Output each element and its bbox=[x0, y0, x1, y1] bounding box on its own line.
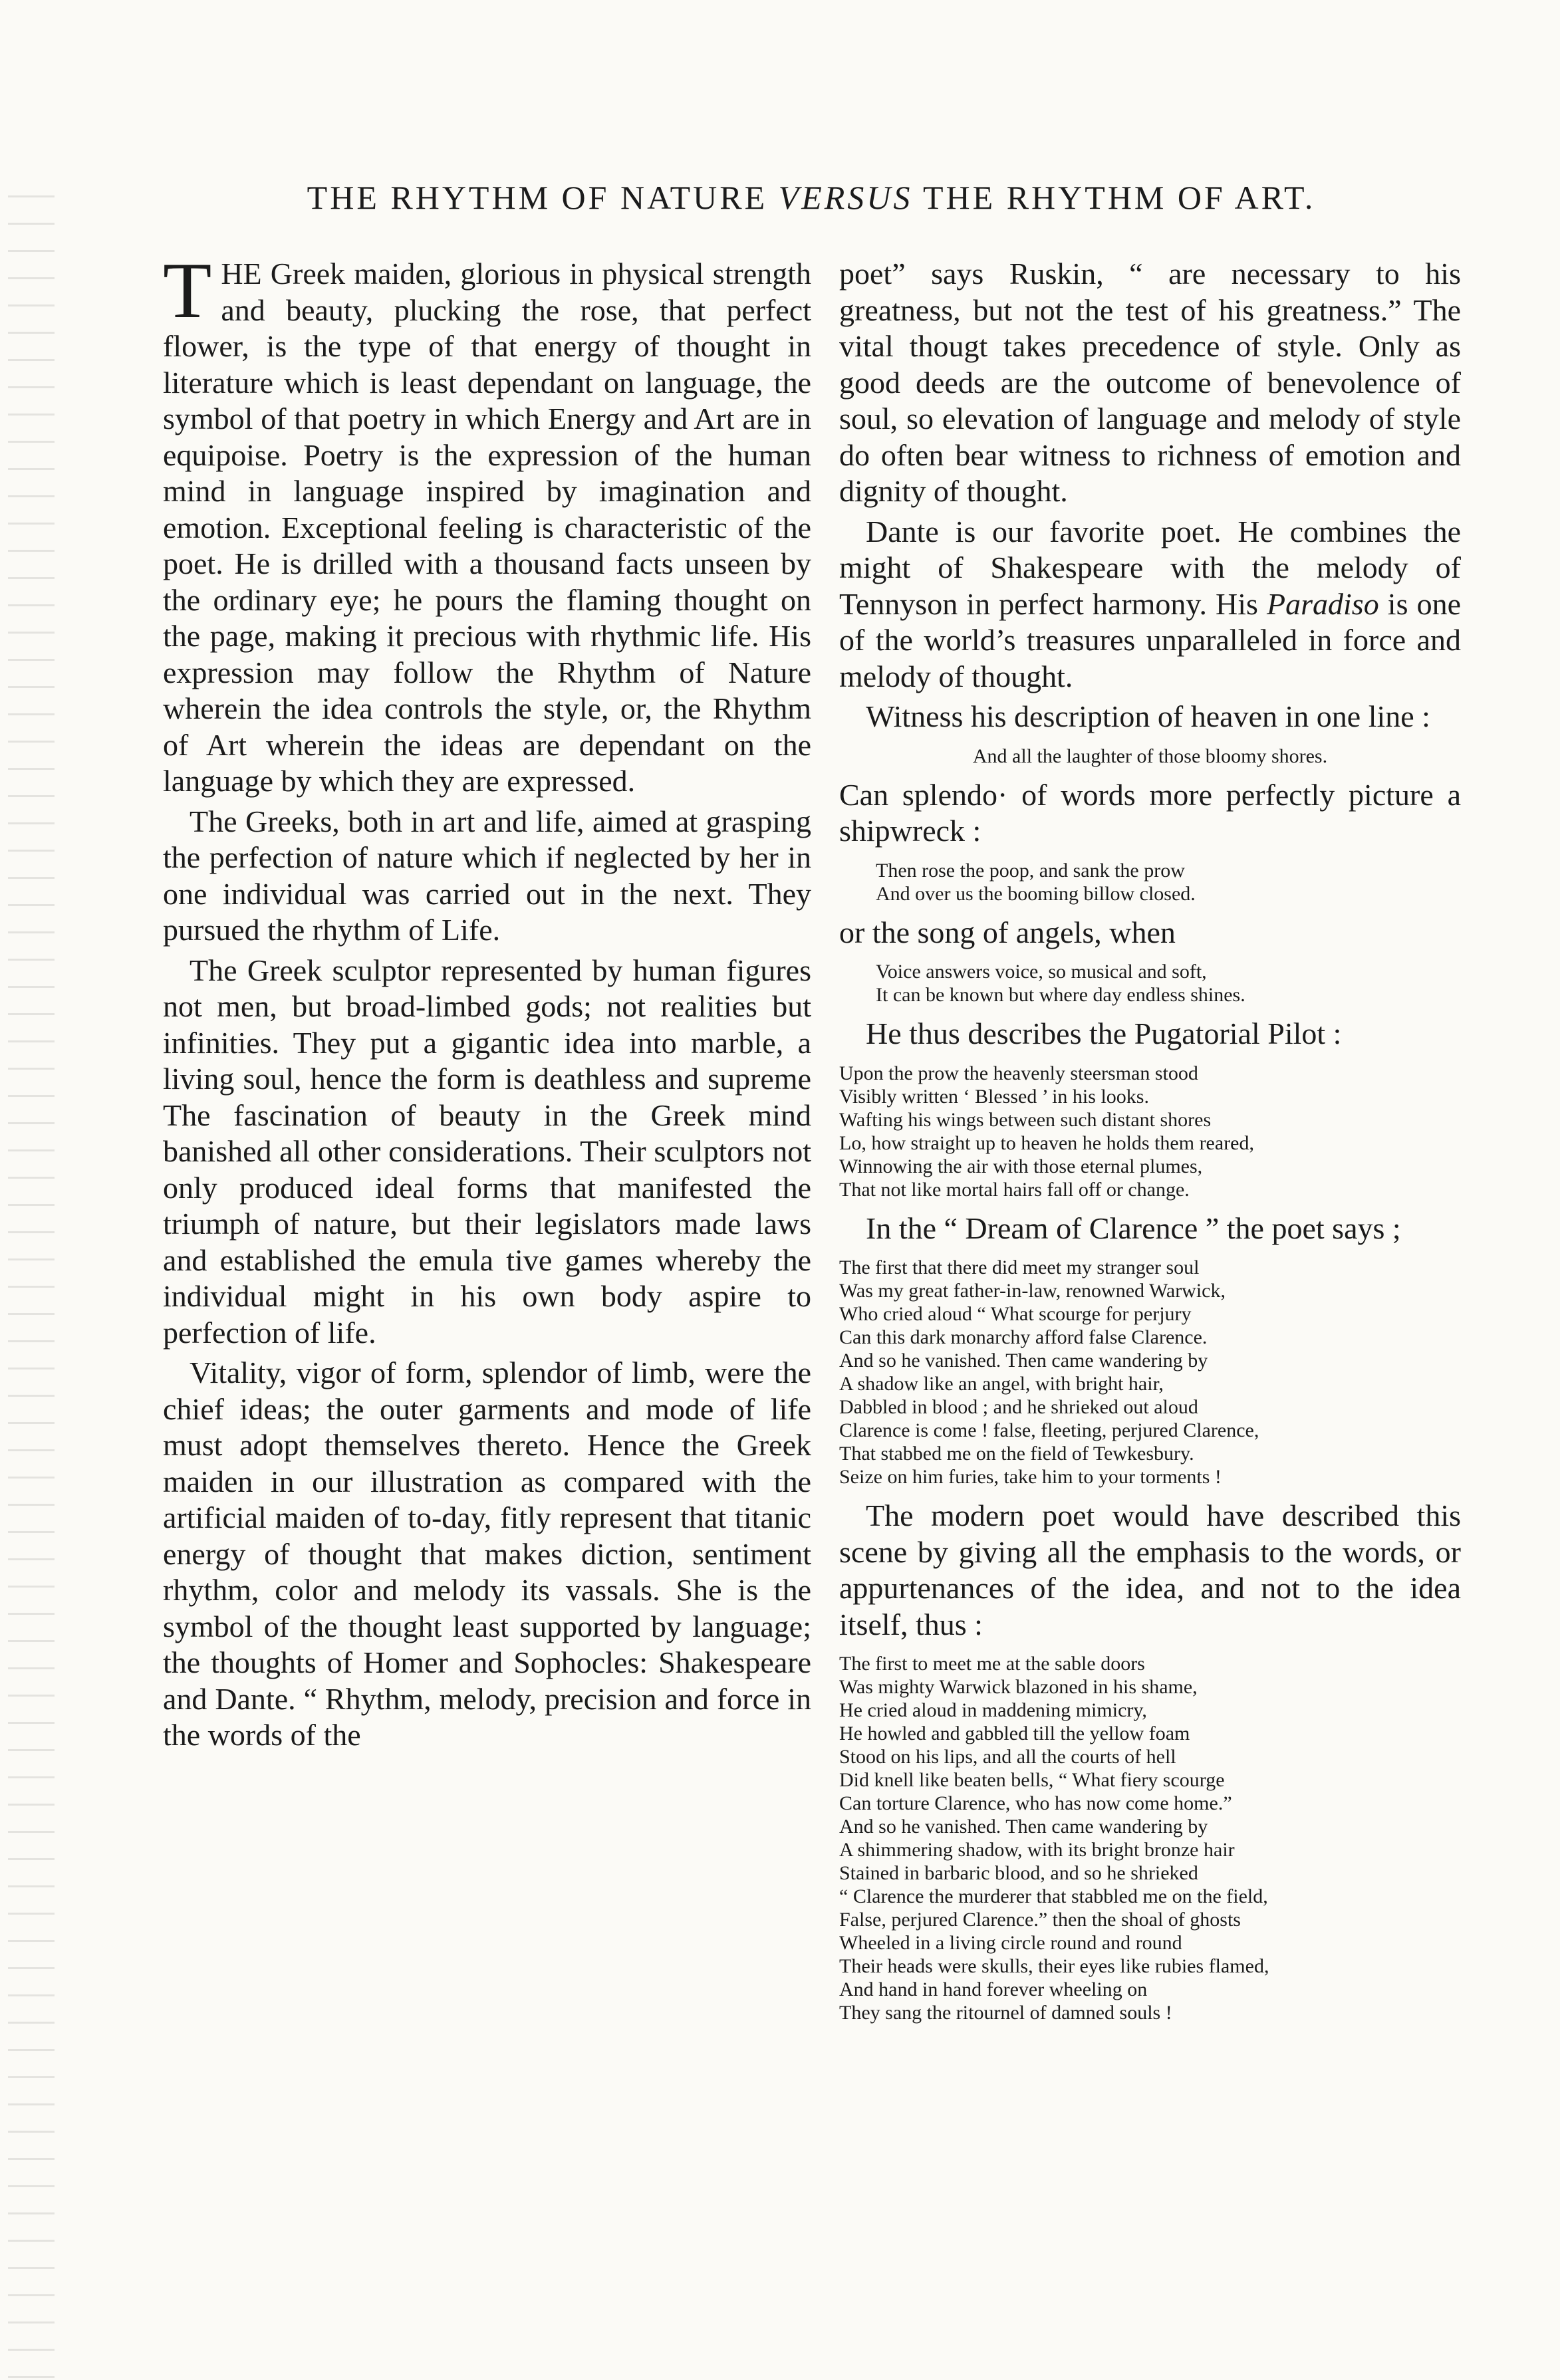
paragraph bbox=[163, 246, 811, 800]
verse-line: Wafting his wings between such distant shores bbox=[839, 1108, 1212, 1131]
verse-line: Was mighty Warwick blazoned in his shame, bbox=[839, 1676, 1198, 1698]
verse-line: A shimmering shadow, with its bright bronze hair bbox=[839, 1839, 1235, 1861]
verse-line: Can this dark monarchy afford false Clarence. bbox=[839, 1326, 1208, 1348]
paragraph: The Greeks, both in art and life, aimed at grasping the perfection of nature which if neglected by her in one individual was carried out in the next. They pursued the rhythm of Life. bbox=[163, 804, 811, 947]
verse-quote bbox=[839, 859, 1461, 905]
verse-line: And so he vanished. Then came wandering by bbox=[839, 1350, 1208, 1371]
verse-quote bbox=[839, 1256, 1461, 1488]
paragraph: Can splendo· of words more perfectly picture a shipwreck : bbox=[839, 777, 1461, 848]
verse-line: Who cried aloud “ What scourge for perjury bbox=[839, 1303, 1192, 1325]
paragraph: In the “ Dream of Clarence ” the poet says ; bbox=[866, 1211, 1401, 1245]
verse-line: Winnowing the air with those eternal plumes, bbox=[839, 1155, 1203, 1177]
verse-line: Voice answers voice, so musical and soft, bbox=[876, 961, 1207, 983]
paragraph-text: Dante is our favorite poet. He combines the might of Shakespeare with the melody of Tennyson in perfect harmony. His bbox=[839, 514, 1461, 621]
right-column bbox=[839, 256, 1461, 2034]
verse-line: And over us the booming billow closed. bbox=[876, 882, 1196, 905]
verse-line: The first to meet me at the sable doors bbox=[839, 1653, 1145, 1675]
verse-line: That stabbed me on the field of Tewkesbury. bbox=[839, 1443, 1194, 1465]
verse-line: Stained in barbaric blood, and so he shrieked bbox=[839, 1862, 1198, 1884]
verse-line: Then rose the poop, and sank the prow bbox=[876, 859, 1185, 882]
paragraph: The Greek sculptor represented by human figures not men, but broad-limbed gods; not realities but infinities. They put a gigantic idea into marble, a living soul, hence the form is deathless and supreme The fascination of beauty in the Greek mind banished all other considerations. Their sculptors not only produced ideal forms that manifested the triumph of nature, but their legislators made laws and established the emula tive games whereby the individual might in his own body aspire to perfection of life. bbox=[163, 953, 811, 1350]
left-column bbox=[163, 246, 811, 1758]
verse-line: The first that there did meet my stranger soul bbox=[839, 1256, 1200, 1278]
paragraph: Witness his description of heaven in one line : bbox=[866, 699, 1430, 733]
verse-line: Dabbled in blood ; and he shrieked out aloud bbox=[839, 1396, 1198, 1418]
verse-line: Lo, how straight up to heaven he holds them reared, bbox=[839, 1131, 1254, 1154]
verse-line: Upon the prow the heavenly steersman stood bbox=[839, 1062, 1198, 1084]
verse-line: It can be known but where day endless shines. bbox=[876, 984, 1245, 1006]
verse-line: “ Clarence the murderer that stabbled me on the field, bbox=[839, 1885, 1268, 1907]
verse-line: He cried aloud in maddening mimicry, bbox=[839, 1699, 1147, 1721]
title-part-2: VERSUS bbox=[778, 179, 913, 216]
verse-line: And all the laughter of those bloomy shores. bbox=[972, 745, 1328, 767]
verse-line: Stood on his lips, and all the courts of hell bbox=[839, 1746, 1176, 1768]
scanned-page-edge bbox=[8, 186, 55, 2380]
paragraph: He thus describes the Pugatorial Pilot : bbox=[866, 1016, 1342, 1050]
title-part-3: THE RHYTHM OF ART. bbox=[923, 179, 1316, 216]
verse-line: Can torture Clarence, who has now come home.” bbox=[839, 1792, 1232, 1814]
paragraph-text: HE Greek maiden, glorious in physical strength and beauty, plucking the rose, that perfect flower, is the type of that energy of thought in literature which is least dependant on language, the symbol of that poetry in which Energy and Art are in equipoise. Poetry is the expression of the human mind in language inspired by imagination and emotion. Exceptional feeling is characteristic of the poet. He is drilled with a thousand facts unseen by the ordinary eye; he pours the flaming thought on the page, making it precious with rhythmic life. His expression may follow the Rhythm of Nature wherein the idea controls the style, or, the Rhythm of Art wherein the ideas are dependant on the language by which they are expressed. bbox=[163, 257, 811, 798]
paragraph: poet” says Ruskin, “ are necessary to his greatness, but not the test of his greatness.” The vital thougt takes precedence of style. Only as good deeds are the outcome of benevolence of soul, so elevation of language and melody of style do often bear witness to richness of emotion and dignity of thought. bbox=[839, 257, 1461, 508]
verse-line: A shadow like an angel, with bright hair, bbox=[839, 1373, 1164, 1395]
verse-line: False, perjured Clarence.” then the shoal of ghosts bbox=[839, 1909, 1241, 1931]
verse-line: Was my great father-in-law, renowned Warwick, bbox=[839, 1280, 1226, 1302]
verse-line: Visibly written ‘ Blessed ’ in his looks. bbox=[839, 1085, 1149, 1108]
verse-line: Clarence is come ! false, fleeting, perjured Clarence, bbox=[839, 1419, 1259, 1441]
title-part-1: THE RHYTHM OF NATURE bbox=[307, 179, 768, 216]
verse-line: Seize on him furies, take him to your torments ! bbox=[839, 1466, 1222, 1488]
paragraph bbox=[839, 514, 1461, 695]
paragraph: The modern poet would have described this scene by giving all the emphasis to the words, or appurtenances of the idea, and not to the idea itself, thus : bbox=[839, 1498, 1461, 1641]
italic-title: Paradiso bbox=[1267, 586, 1379, 621]
page-title bbox=[213, 178, 1410, 217]
drop-cap: T bbox=[163, 246, 212, 334]
paragraph: Vitality, vigor of form, splendor of limb, were the chief ideas; the outer garments and mode of life must adopt themselves thereto. Hence the Greek maiden in our illustration as compared with the artificial maiden of to-day, fitly represent that titanic energy of thought that makes diction, sentiment rhythm, color and melody its vassals. She is the symbol of the thought least supported by language; the thoughts of Homer and Sophocles: Shakespeare and Dante. “ Rhythm, melody, precision and force in the words of the bbox=[163, 1356, 811, 1752]
paragraph: or the song of angels, when bbox=[839, 915, 1176, 949]
verse-line: Did knell like beaten bells, “ What fiery scourge bbox=[839, 1769, 1225, 1791]
verse-line: That not like mortal hairs fall off or change. bbox=[839, 1178, 1190, 1201]
paragraph-text: is one of the world’s treasures unparalleled in force and melody of thought. bbox=[839, 586, 1461, 693]
verse-quote bbox=[839, 960, 1461, 1007]
verse-quote bbox=[839, 1062, 1461, 1201]
verse-line: And hand in hand forever wheeling on bbox=[839, 1978, 1148, 2000]
verse-line: Wheeled in a living circle round and round bbox=[839, 1932, 1182, 1954]
verse-line: They sang the ritournel of damned souls ! bbox=[839, 2002, 1172, 2024]
verse-line: Their heads were skulls, their eyes like rubies flamed, bbox=[839, 1955, 1269, 1977]
verse-quote bbox=[839, 1652, 1461, 2024]
verse-line: He howled and gabbled till the yellow foam bbox=[839, 1723, 1190, 1744]
verse-quote bbox=[839, 745, 1461, 768]
verse-line: And so he vanished. Then came wandering by bbox=[839, 1816, 1208, 1838]
